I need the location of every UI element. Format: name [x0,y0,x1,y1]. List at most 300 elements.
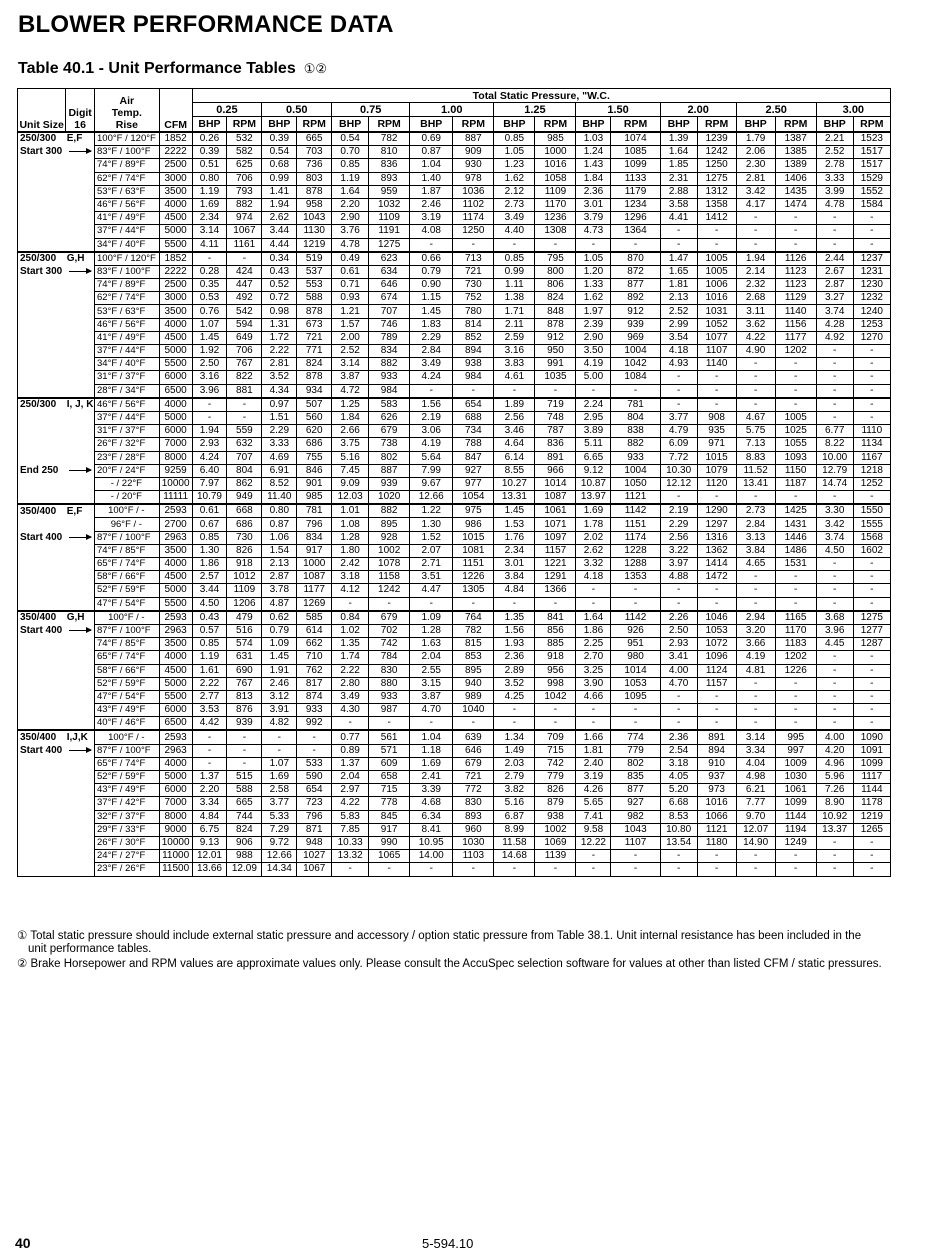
rpm-cell: 1014 [611,664,660,677]
rpm-cell: 960 [453,823,494,836]
bhp-cell: 4.11 [192,238,227,252]
rpm-cell: 1133 [611,172,660,185]
bhp-cell: 6.21 [736,784,775,797]
bhp-cell: 2.20 [332,198,369,211]
cfm-cell: 3500 [159,185,192,198]
rpm-cell: 1091 [853,744,890,757]
rpm-cell: 710 [297,651,332,664]
bhp-cell: 2.04 [332,771,369,784]
bhp-cell: 2.52 [816,146,853,159]
bhp-cell: 2.21 [816,132,853,146]
rpm-header: RPM [611,117,660,133]
rpm-cell: - [697,371,736,384]
rpm-cell: 686 [227,518,262,531]
cfm-cell: 10000 [159,477,192,490]
bhp-cell: 10.33 [332,836,369,849]
bhp-cell: 3.32 [576,558,611,571]
bhp-cell: 7.26 [816,784,853,797]
bhp-cell: - [660,704,697,717]
cfm-cell: 1852 [159,252,192,266]
bhp-cell: 4.73 [576,225,611,238]
unit-size-cell [18,305,66,318]
rpm-cell: 989 [453,690,494,703]
bhp-cell: 4.30 [332,704,369,717]
pressure-header: 0.50 [262,103,332,117]
rpm-cell: 796 [297,518,332,531]
rpm-cell: - [611,717,660,731]
bhp-cell: 1.54 [262,544,297,557]
temp-rise-cell: 100°F / - [95,730,160,744]
rpm-cell: 891 [535,451,576,464]
temp-rise-cell: 34°F / 40°F [95,238,160,252]
bhp-cell: 4.34 [262,384,297,398]
table-row [18,797,891,810]
rpm-cell: 646 [369,279,410,292]
bhp-cell: 12.22 [576,836,611,849]
bhp-cell: 7.41 [576,810,611,823]
rpm-cell: 654 [453,398,494,412]
table-row [18,638,891,651]
temp-rise-cell: 87°F / 100°F [95,744,160,757]
bhp-cell: 1.37 [332,757,369,770]
table-row [18,771,891,784]
rpm-cell: 679 [453,757,494,770]
unit-size-cell [18,863,66,876]
bhp-cell: - [576,384,611,398]
rpm-cell: 969 [611,331,660,344]
bhp-cell: 4.41 [660,212,697,225]
bhp-cell: 2.24 [576,398,611,412]
cfm-cell: 3500 [159,544,192,557]
bhp-cell: 11.58 [494,836,535,849]
rpm-cell: 723 [297,797,332,810]
rpm-cell: 719 [535,398,576,412]
footnote-1 [17,930,897,956]
rpm-cell: 1079 [697,464,736,477]
rpm-cell: 1052 [697,318,736,331]
rpm-cell: 1250 [453,225,494,238]
bhp-cell: 4.22 [332,797,369,810]
bhp-cell: 4.68 [410,797,453,810]
digit-cell [66,717,95,731]
digit-cell [66,850,95,863]
temp-rise-cell: 34°F / 40°F [95,358,160,371]
bhp-cell: 3.78 [262,584,297,597]
bhp-cell: 0.77 [332,730,369,744]
rpm-cell: 774 [611,730,660,744]
bhp-cell: 0.61 [332,265,369,278]
rpm-cell: 1134 [853,438,890,451]
bhp-cell: 9.70 [736,810,775,823]
unit-size-cell [18,279,66,292]
rpm-cell: 1156 [775,318,816,331]
cfm-cell: 4500 [159,664,192,677]
rpm-cell: 779 [535,771,576,784]
cfm-cell: 5000 [159,345,192,358]
unit-size-cell: 350/400 [18,504,66,518]
bhp-cell: 2.02 [576,531,611,544]
bhp-cell: 3.44 [262,225,297,238]
bhp-cell: 2.34 [192,212,227,225]
bhp-cell: - [736,491,775,505]
bhp-cell: 2.50 [192,358,227,371]
bhp-cell: 2.56 [494,411,535,424]
unit-size-cell [18,784,66,797]
bhp-cell: 2.73 [736,504,775,518]
bhp-cell: 0.93 [332,292,369,305]
header-total-static-pressure: Total Static Pressure, "W.C. [192,89,890,103]
rpm-cell: - [453,597,494,611]
temp-rise-cell: 83°F / 100°F [95,265,160,278]
bhp-cell: 3.77 [262,797,297,810]
digit-value: I, J, K [66,399,94,411]
unit-size-cell [18,704,66,717]
bhp-cell: 1.45 [494,504,535,518]
rpm-cell: 609 [369,757,410,770]
rpm-cell: 862 [227,477,262,490]
rpm-cell: 752 [453,292,494,305]
rpm-cell: 1252 [853,477,890,490]
rpm-cell: 1270 [853,331,890,344]
rpm-cell: - [853,863,890,876]
digit-cell [66,318,95,331]
rpm-cell: 986 [453,518,494,531]
bhp-cell: - [816,212,853,225]
rpm-cell: 940 [453,677,494,690]
temp-rise-cell: 74°F / 85°F [95,544,160,557]
rpm-cell: - [535,717,576,731]
rpm-cell: 987 [369,704,410,717]
digit-cell [66,198,95,211]
temp-rise-cell: 100°F / 120°F [95,132,160,146]
bhp-cell: 3.84 [736,544,775,557]
bhp-header: BHP [332,117,369,133]
footnote-2-mark: ② [17,958,28,970]
bhp-cell: 8.99 [494,823,535,836]
rpm-cell: 1130 [297,225,332,238]
rpm-cell: 639 [453,730,494,744]
digit-cell [66,690,95,703]
rpm-cell: 1194 [775,823,816,836]
bhp-cell: - [736,571,775,584]
cfm-cell: 2500 [159,159,192,172]
bhp-cell: 2.19 [660,504,697,518]
unit-size-cell [18,690,66,703]
bhp-cell: 4.78 [816,198,853,211]
table-row [18,624,891,637]
bhp-cell: 1.79 [736,132,775,146]
rpm-cell: - [775,597,816,611]
rpm-cell: 1228 [611,544,660,557]
digit-cell [66,345,95,358]
rpm-cell: 939 [611,318,660,331]
digit-cell [66,411,95,424]
rpm-cell: 985 [535,132,576,146]
bhp-cell: 14.34 [262,863,297,876]
bhp-cell: 12.79 [816,464,853,477]
cfm-cell: 5500 [159,238,192,252]
rpm-cell: 516 [227,624,262,637]
bhp-cell: 3.68 [816,611,853,625]
bhp-cell: 2.99 [660,318,697,331]
unit-size-cell [18,518,66,531]
rpm-cell: - [853,558,890,571]
bhp-cell: 0.39 [262,132,297,146]
bhp-cell: 1.87 [410,185,453,198]
rpm-cell: 1157 [697,677,736,690]
bhp-cell: 3.49 [332,690,369,703]
bhp-cell: 4.44 [262,238,297,252]
bhp-cell: 1.28 [332,531,369,544]
bhp-cell: 1.94 [262,198,297,211]
rpm-cell: - [227,398,262,412]
pressure-header: 1.00 [410,103,494,117]
rpm-cell: 997 [775,744,816,757]
rpm-cell: 973 [697,784,736,797]
bhp-cell: 4.40 [494,225,535,238]
bhp-cell: 3.42 [816,518,853,531]
rpm-cell: - [697,238,736,252]
cfm-cell: 6000 [159,371,192,384]
rpm-cell: - [853,238,890,252]
digit-cell [66,398,95,412]
bhp-cell: 1.93 [494,638,535,651]
rpm-cell: 686 [297,438,332,451]
bhp-cell: - [816,651,853,664]
rpm-cell: 507 [297,398,332,412]
bhp-cell: 13.97 [576,491,611,505]
rpm-cell: - [611,850,660,863]
bhp-cell: 1.45 [410,305,453,318]
rpm-cell: 984 [453,371,494,384]
bhp-cell: 2.34 [494,544,535,557]
unit-size-cell [18,491,66,505]
cfm-cell: 11500 [159,863,192,876]
rpm-cell: 1486 [775,544,816,557]
temp-rise-cell: 29°F / 33°F [95,823,160,836]
rpm-cell: 730 [227,531,262,544]
digit-cell [66,358,95,371]
bhp-cell: 2.22 [192,677,227,690]
rpm-cell: 1016 [697,797,736,810]
cfm-cell: 4000 [159,318,192,331]
bhp-cell: 0.62 [262,611,297,625]
rpm-cell: 1025 [775,425,816,438]
temp-rise-cell: 87°F / 100°F [95,531,160,544]
cfm-cell: 2500 [159,279,192,292]
rpm-cell: 1000 [297,558,332,571]
bhp-header: BHP [816,117,853,133]
temp-rise-cell: 37°F / 44°F [95,225,160,238]
bhp-cell: 2.40 [576,757,611,770]
bhp-cell: 2.44 [816,252,853,266]
table-row [18,292,891,305]
bhp-cell: 1.07 [192,318,227,331]
table-row [18,438,891,451]
bhp-cell: - [660,371,697,384]
bhp-cell: 2.87 [262,571,297,584]
rpm-cell: 878 [297,305,332,318]
rpm-cell: 966 [535,464,576,477]
bhp-cell: 4.98 [736,771,775,784]
rpm-cell: - [535,704,576,717]
rpm-cell: 1078 [369,558,410,571]
cfm-cell: 5500 [159,358,192,371]
bhp-cell: 1.35 [494,611,535,625]
bhp-cell: 3.12 [262,690,297,703]
digit-cell [66,784,95,797]
rpm-cell: 1109 [535,185,576,198]
digit-value: G,H [66,253,85,265]
arrow-right-icon [69,271,91,272]
rpm-cell: 1288 [611,558,660,571]
rpm-cell: 836 [535,438,576,451]
rpm-cell: 492 [227,292,262,305]
rpm-cell: 814 [453,318,494,331]
rpm-cell: - [369,597,410,611]
rpm-cell: 956 [535,664,576,677]
rpm-cell: 1005 [775,411,816,424]
rpm-cell: 995 [775,730,816,744]
bhp-cell: 5.16 [332,451,369,464]
bhp-cell: 0.87 [262,518,297,531]
cfm-cell: 8000 [159,451,192,464]
bhp-cell: 4.93 [660,358,697,371]
rpm-cell: 817 [297,677,332,690]
rpm-cell: - [697,690,736,703]
bhp-cell: - [816,398,853,412]
bhp-cell: 4.67 [736,411,775,424]
unit-size-cell: 250/300 [18,398,66,412]
bhp-cell: 5.00 [576,371,611,384]
rpm-cell: 1142 [611,504,660,518]
temp-rise-cell: 52°F / 59°F [95,677,160,690]
temp-rise-cell: 37°F / 42°F [95,797,160,810]
table-row [18,744,891,757]
unit-size-cell [18,664,66,677]
bhp-cell: - [736,384,775,398]
rpm-cell: 1042 [611,358,660,371]
rpm-cell: 1435 [775,185,816,198]
rpm-cell: 845 [369,810,410,823]
footnote-1-mark: ① [17,930,28,942]
rpm-cell: 1067 [297,863,332,876]
bhp-cell: 2.26 [660,611,697,625]
rpm-cell: 992 [297,717,332,731]
bhp-cell: 1.06 [262,531,297,544]
bhp-cell: 10.30 [660,464,697,477]
rpm-cell: 1474 [775,198,816,211]
bhp-cell: 0.85 [192,531,227,544]
arrow-right-icon [69,470,91,471]
rpm-cell: 1144 [775,810,816,823]
table-row [18,265,891,278]
rpm-cell: 836 [369,159,410,172]
rpm-cell: 881 [227,384,262,398]
bhp-header: BHP [192,117,227,133]
rpm-cell: - [297,744,332,757]
cfm-cell: 4500 [159,212,192,225]
table-row [18,677,891,690]
bhp-cell: 8.52 [262,477,297,490]
rpm-cell: 1107 [697,345,736,358]
rpm-cell: 1061 [535,504,576,518]
bhp-cell: 14.90 [736,836,775,849]
rpm-cell: 1387 [775,132,816,146]
rpm-cell: 878 [297,371,332,384]
temp-rise-cell: 62°F / 74°F [95,172,160,185]
temp-rise-cell: 46°F / 56°F [95,398,160,412]
rpm-cell: 1219 [297,238,332,252]
unit-size-cell [18,159,66,172]
bhp-cell: 3.01 [494,558,535,571]
table-row [18,571,891,584]
rpm-cell: - [697,597,736,611]
rpm-cell: 1058 [535,172,576,185]
rpm-cell: 1006 [697,279,736,292]
bhp-cell: - [816,664,853,677]
rpm-cell: 1555 [853,518,890,531]
bhp-cell: 2.11 [494,318,535,331]
bhp-cell: 4.25 [494,690,535,703]
bhp-cell: 3.74 [816,305,853,318]
bhp-cell: 1.94 [736,252,775,266]
temp-rise-cell: 65°F / 74°F [95,757,160,770]
unit-size-cell [18,225,66,238]
rpm-cell: 1297 [697,518,736,531]
bhp-cell: 2.88 [660,185,697,198]
rpm-cell: 1000 [535,146,576,159]
rpm-cell: 673 [297,318,332,331]
bhp-cell: - [816,411,853,424]
rpm-cell: 1032 [369,198,410,211]
rpm-cell: - [697,491,736,505]
header-cfm: CFM [159,89,192,133]
unit-size-cell [18,651,66,664]
page-number: 40 [15,1235,31,1251]
rpm-cell: 939 [227,717,262,731]
bhp-cell: - [192,730,227,744]
rpm-cell: 1065 [369,850,410,863]
bhp-cell: 4.69 [262,451,297,464]
rpm-cell: 802 [611,757,660,770]
bhp-cell: 2.42 [332,558,369,571]
bhp-cell: 12.12 [660,477,697,490]
table-row [18,651,891,664]
bhp-cell: 3.77 [660,411,697,424]
temp-rise-cell: 100°F / - [95,611,160,625]
page-title: BLOWER PERFORMANCE DATA [18,11,394,38]
bhp-cell: 5.75 [736,425,775,438]
rpm-cell: 1202 [775,651,816,664]
bhp-cell: 3.33 [262,438,297,451]
rpm-cell: 668 [227,504,262,518]
rpm-cell: 1206 [227,597,262,611]
rpm-cell: 1226 [775,664,816,677]
bhp-cell: 2.62 [262,212,297,225]
bhp-cell: 0.85 [494,252,535,266]
bhp-cell: 2.71 [410,558,453,571]
rpm-cell: 1389 [775,159,816,172]
rpm-cell: - [853,411,890,424]
digit-cell [66,464,95,477]
bhp-cell: 3.49 [410,358,453,371]
bhp-cell: 8.55 [494,464,535,477]
rpm-cell: 1009 [775,757,816,770]
temp-rise-cell: 87°F / 100°F [95,624,160,637]
bhp-cell: 1.02 [332,624,369,637]
rpm-cell: 625 [227,159,262,172]
